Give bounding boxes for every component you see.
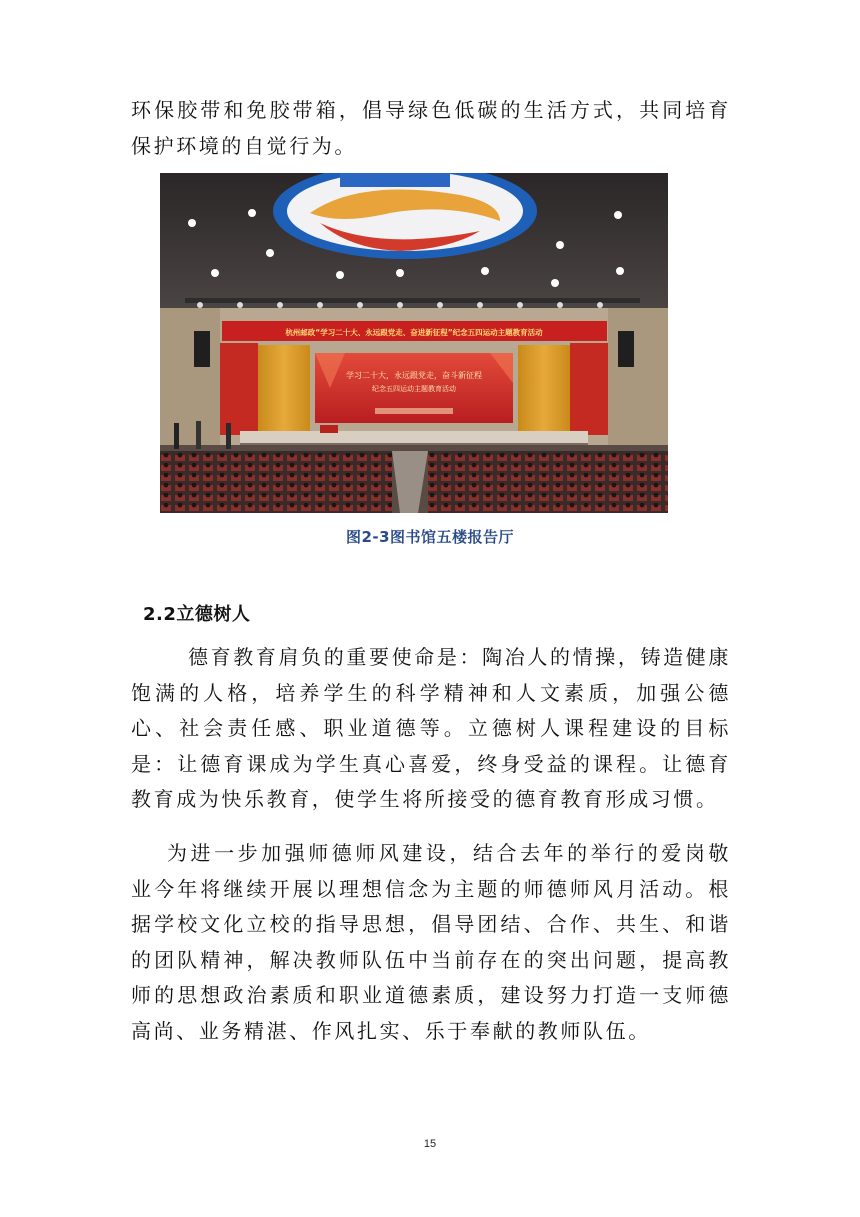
body-paragraph: 为进一步加强师德师风建设，结合去年的举行的爱岗敬业今年将继续开展以理想信念为主题的师德师风月活动。根据学校文化立校的指导思想，倡导团结、合作、共生、和谐的团队精神，解决教师队伍中当前存在的突出问题，提高教师的思想政治素质和职业道德素质，建设努力打造一支师德高尚、业务精湛、作风扎实、乐于奉献的教师队伍。 bbox=[131, 841, 731, 1043]
banner-text: 杭州邮政“学习二十大、永远跟党走、奋进新征程”纪念五四运动主题教育活动 bbox=[285, 328, 543, 337]
page-number: 15 bbox=[423, 1138, 437, 1150]
section-heading: 2.2立德树人 bbox=[143, 604, 251, 625]
body-paragraph-continued: 环保胶带和免胶带箱，倡导绿色低碳的生活方式，共同培育保护环境的自觉行为。 bbox=[131, 98, 731, 158]
screen-subtitle: 纪念五四运动主题教育活动 bbox=[372, 385, 456, 393]
body-paragraph: 德育教育肩负的重要使命是：陶冶人的情操，铸造健康饱满的人格，培养学生的科学精神和人文素质，加强公德心、社会责任感、职业道德等。立德树人课程建设的目标是：让德育课成为学生真心喜爱，终身受益的课程。让德育教育成为快乐教育，使学生将所接受的德育教育形成习惯。 bbox=[131, 645, 731, 811]
screen-title: 学习二十大，永远跟党走，奋斗新征程 bbox=[346, 371, 482, 380]
figure-caption: 图2-3图书馆五楼报告厅 bbox=[345, 528, 515, 546]
auditorium-photo bbox=[160, 173, 668, 513]
